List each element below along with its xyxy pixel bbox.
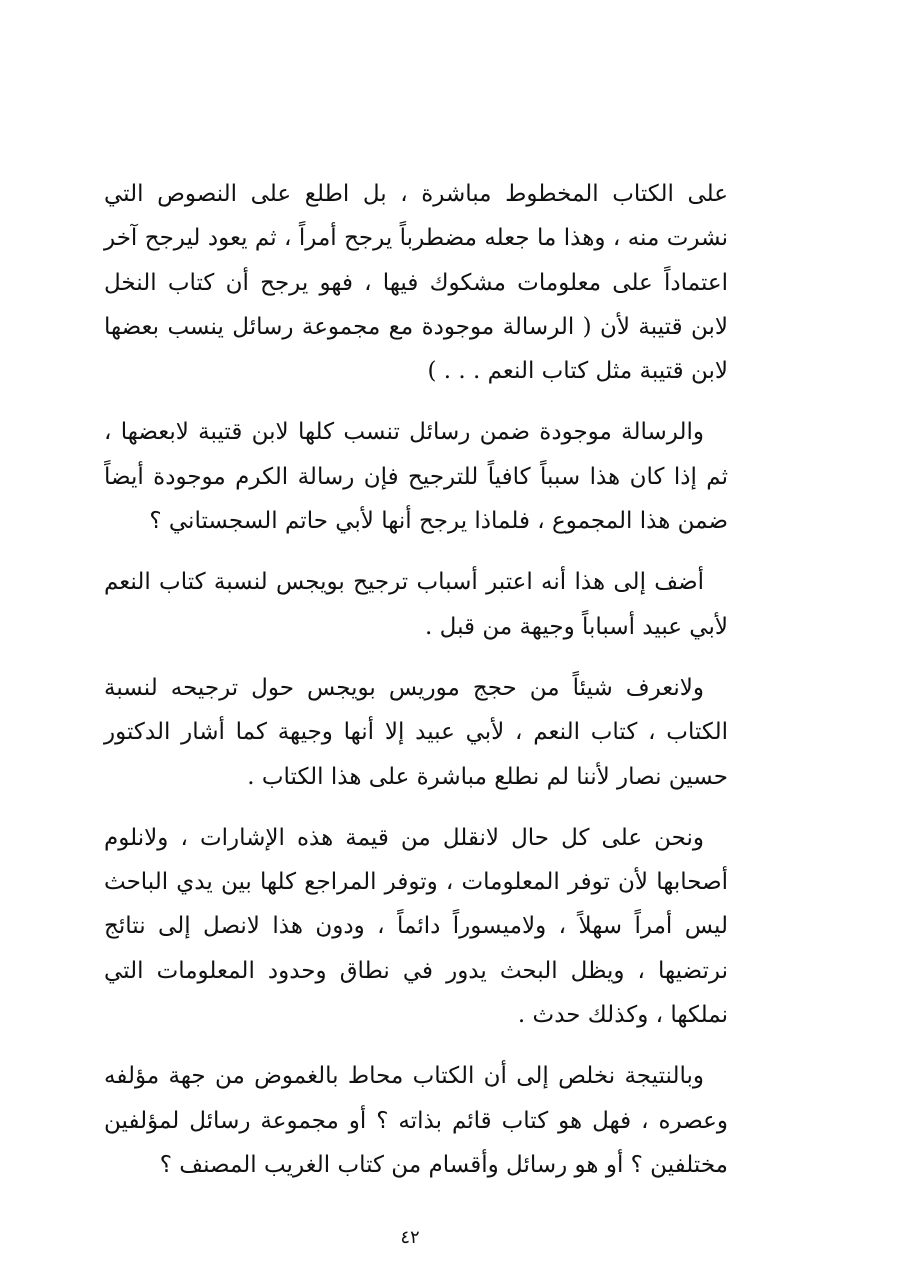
paragraph-5: ونحن على كل حال لانقلل من قيمة هذه الإشارات ، ولانلوم أصحابها لأن توفر المعلومات ، وتوفر المراجع كلها بين يدي الباحث ليس أمراً سهلاً ، ولاميسوراً دائماً ، ودون هذا لانصل إلى نتائج نرتضيها ، ويظل البحث يدور في نطاق وحدود المعلومات التي نملكها ، وكذلك حدث .: [104, 824, 728, 1029]
paragraph-1: على الكتاب المخطوط مباشرة ، بل اطلع على النصوص التي نشرت منه ، وهذا ما جعله مضطرباً يرجح أمراً ، ثم يعود ليرجح آخر اعتماداً على معلومات مشكوك فيها ، فهو يرجح أن كتاب النخل لابن قتيبة لأن ( الرسالة موجودة مع مجموعة رسائل ينسب بعضها لابن قتيبة مثل كتاب النعم . . . ): [104, 181, 728, 385]
paragraph-2: والرسالة موجودة ضمن رسائل تنسب كلها لابن قتيبة لابعضها ، ثم إذا كان هذا سبباً كافياً للترجيح فإن رسالة الكرم موجودة أيضاً ضمن هذا المجموع ، فلماذا يرجح أنها لأبي حاتم السجستاني ؟: [104, 419, 728, 535]
paragraph-4: ولانعرف شيئاً من حجج موريس بويجس حول ترجيحه لنسبة الكتاب ، كتاب النعم ، لأبي عبيد إلا أنها وجيهة كما أشار الدكتور حسين نصار لأننا لم نطلع مباشرة على هذا الكتاب .: [104, 674, 728, 790]
paragraph-6: وبالنتيجة نخلص إلى أن الكتاب محاط بالغموض من جهة مؤلفه وعصره ، فهل هو كتاب قائم بذاته ؟ أو مجموعة رسائل لمؤلفين مختلفين ؟ أو هو رسائل وأقسام من كتاب الغريب المصنف ؟: [104, 1063, 728, 1178]
page-number: ٤٢: [400, 1227, 420, 1248]
paragraph-3: أضف إلى هذا أنه اعتبر أسباب ترجيح بويجس لنسبة كتاب النعم لأبي عبيد أسباباً وجيهة من قبل .: [104, 569, 728, 640]
body-text: [104, 172, 728, 1204]
